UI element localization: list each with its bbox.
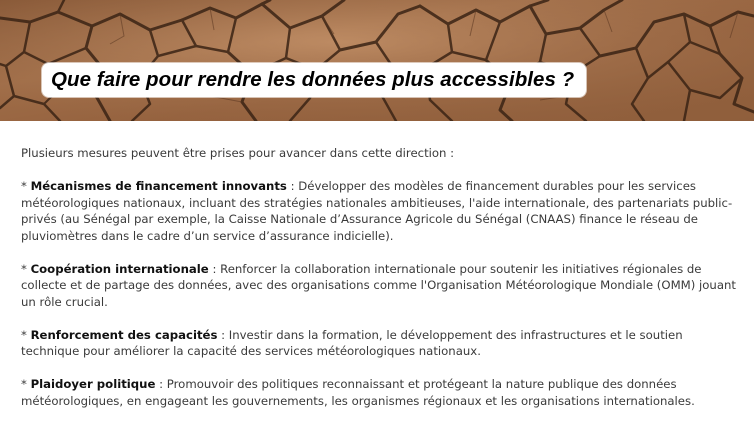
list-bullet: * [21, 261, 31, 276]
description-capacites: : Investir dans la formation, le développement des infrastructures et le soutien technique pour améliorer la capacité des services météorologiques nationaux. [21, 327, 683, 358]
intro-paragraph: Plusieurs mesures peuvent être prises pour avancer dans cette direction : [21, 146, 455, 160]
list-item-plaidoyer [21, 376, 737, 409]
term-plaidoyer: Plaidoyer politique [30, 377, 156, 391]
list-bullet: * [21, 327, 31, 342]
title-pill [42, 63, 586, 97]
page-title: Que faire pour rendre les données plus accessibles ? [51, 68, 575, 91]
main-content [21, 145, 737, 424]
description-financement: : Développer des modèles de financement durables pour les services météorologiques nationaux, incluant des stratégies nationales ambitieuses, l'aide internationale, des partenariats public-privés (au Sénégal par exemple, la Caisse Nationale d’Assurance Agricole du Sénégal (CNAAS) finance le réseau de pluviomètres dans le cadre d’un service d’assurance indicielle). [21, 179, 733, 243]
list-item-financement [21, 178, 737, 244]
term-financement: Mécanismes de financement innovants [30, 179, 287, 193]
list-bullet: * [21, 377, 31, 391]
term-cooperation: Coopération internationale [30, 261, 209, 276]
term-capacites: Renforcement des capacités [30, 327, 218, 342]
description-cooperation: : Renforcer la collaboration internationale pour soutenir les initiatives régionales de collecte et de partage des données, avec des organisations comme l'Organisation Météorologique Mondiale (OMM) jouant un rôle crucial. [21, 261, 736, 309]
list-item-capacites [21, 327, 737, 360]
cracked-earth-banner-image [0, 0, 754, 121]
description-plaidoyer: : Promouvoir des politiques reconnaissant et protégeant la nature publique des données météorologiques, en engageant les gouvernements, les organismes régionaux et les organisations internationales. [21, 377, 695, 408]
list-item-cooperation [21, 261, 737, 311]
list-bullet: * [21, 179, 31, 193]
cracked-earth-texture [0, 0, 754, 121]
